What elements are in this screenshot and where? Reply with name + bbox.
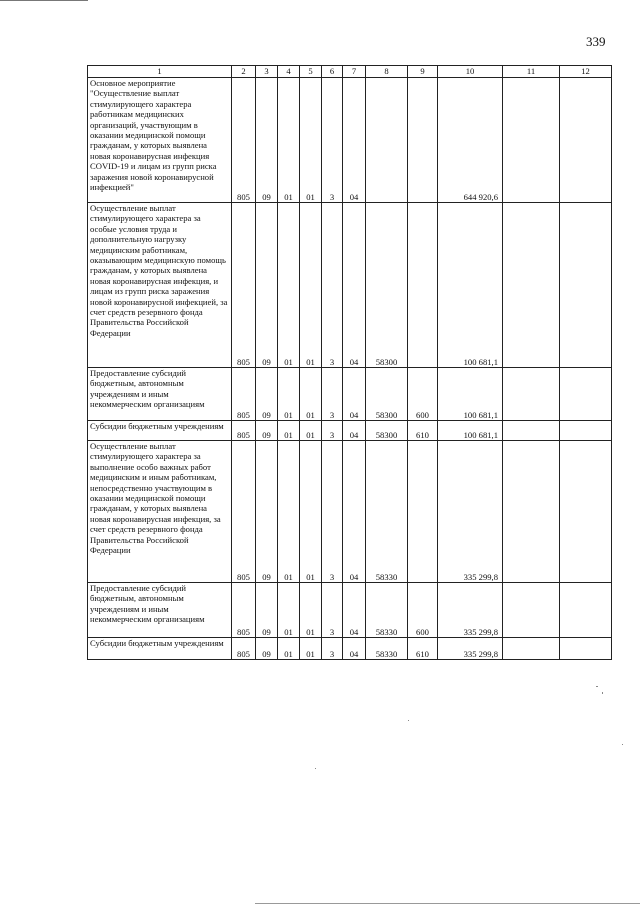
- row-name-cell: Осуществление выплат стимулирующего характера за выполнение особо важных работ медицинским и иным работникам, непосредственно участвующим в оказании медицинской помощи гражданам, у которых выявлена новая коронавирусная инфекция, за счет средств резервного фонда Правительства Российской Федерации: [88, 441, 232, 583]
- cell-col-9: [408, 441, 438, 583]
- cell-col-2: 805: [232, 203, 256, 368]
- cell-col-6: 3: [322, 441, 343, 583]
- table-row: [88, 441, 612, 583]
- cell-col-11: [503, 638, 560, 660]
- cell-col-3: 09: [256, 203, 278, 368]
- cell-col-2: 805: [232, 583, 256, 638]
- table-header-row: [88, 66, 612, 78]
- cell-col-11: [503, 368, 560, 421]
- cell-col-3: 09: [256, 368, 278, 421]
- cell-col-4: 01: [278, 583, 300, 638]
- cell-col-7: 04: [343, 638, 366, 660]
- cell-col-4: 01: [278, 441, 300, 583]
- column-header: 6: [322, 66, 343, 78]
- cell-col-10: 335 299,8: [438, 441, 503, 583]
- table-row: [88, 638, 612, 660]
- cell-col-9: 600: [408, 583, 438, 638]
- scan-speck: [408, 720, 409, 721]
- cell-col-10: 100 681,1: [438, 203, 503, 368]
- column-header: 8: [366, 66, 408, 78]
- cell-col-6: 3: [322, 421, 343, 441]
- cell-col-12: [560, 203, 612, 368]
- cell-col-2: 805: [232, 441, 256, 583]
- table-row: [88, 78, 612, 203]
- column-header: 5: [300, 66, 322, 78]
- cell-col-4: 01: [278, 78, 300, 203]
- cell-col-5: 01: [300, 441, 322, 583]
- budget-table: [87, 65, 612, 660]
- table-row: [88, 368, 612, 421]
- cell-col-8: 58300: [366, 368, 408, 421]
- row-name-cell: Осуществление выплат стимулирующего характера за особые условия труда и дополнительную нагрузку медицинским работникам, оказывающим медицинскую помощь гражданам, у которых выявлена новая коронавирусная инфекция, и лицам из групп риска заражения новой коронавирусной инфекцией, за счет средств резервного фонда Правительства Российской Федерации: [88, 203, 232, 368]
- cell-col-4: 01: [278, 421, 300, 441]
- cell-col-7: 04: [343, 421, 366, 441]
- cell-col-7: 04: [343, 203, 366, 368]
- column-header: 4: [278, 66, 300, 78]
- scan-speck: [315, 768, 316, 769]
- cell-col-7: 04: [343, 78, 366, 203]
- row-name-cell: Субсидии бюджетным учреждениям: [88, 638, 232, 660]
- cell-col-7: 04: [343, 583, 366, 638]
- cell-col-3: 09: [256, 441, 278, 583]
- cell-col-5: 01: [300, 368, 322, 421]
- cell-col-9: [408, 78, 438, 203]
- cell-col-12: [560, 441, 612, 583]
- column-header: 11: [503, 66, 560, 78]
- cell-col-2: 805: [232, 638, 256, 660]
- cell-col-11: [503, 78, 560, 203]
- cell-col-8: [366, 78, 408, 203]
- cell-col-12: [560, 583, 612, 638]
- cell-col-8: 58330: [366, 583, 408, 638]
- cell-col-10: 335 299,8: [438, 638, 503, 660]
- cell-col-3: 09: [256, 78, 278, 203]
- scan-speck: [622, 744, 623, 745]
- scan-edge-line: [255, 903, 640, 904]
- row-name-cell: Предоставление субсидий бюджетным, автономным учреждениям и иным некоммерческим организациям: [88, 368, 232, 421]
- cell-col-4: 01: [278, 368, 300, 421]
- cell-col-9: 610: [408, 638, 438, 660]
- column-header: 12: [560, 66, 612, 78]
- cell-col-8: 58330: [366, 441, 408, 583]
- cell-col-12: [560, 421, 612, 441]
- scan-speck: [602, 692, 603, 694]
- cell-col-11: [503, 583, 560, 638]
- cell-col-7: 04: [343, 368, 366, 421]
- cell-col-8: 58300: [366, 203, 408, 368]
- table-row: [88, 421, 612, 441]
- column-header: 2: [232, 66, 256, 78]
- cell-col-4: 01: [278, 638, 300, 660]
- column-header: 1: [88, 66, 232, 78]
- cell-col-11: [503, 203, 560, 368]
- cell-col-4: 01: [278, 203, 300, 368]
- cell-col-10: 100 681,1: [438, 421, 503, 441]
- cell-col-5: 01: [300, 421, 322, 441]
- cell-col-5: 01: [300, 583, 322, 638]
- cell-col-2: 805: [232, 421, 256, 441]
- cell-col-5: 01: [300, 203, 322, 368]
- column-header: 9: [408, 66, 438, 78]
- table-row: [88, 583, 612, 638]
- scan-speck: [596, 686, 598, 687]
- column-header: 7: [343, 66, 366, 78]
- cell-col-3: 09: [256, 421, 278, 441]
- row-name-cell: Основное мероприятие "Осуществление выплат стимулирующего характера работникам медицинских организаций, участвующим в оказании медицинской помощи гражданам, у которых выявлена новая коронавирусная инфекция COVID-19 и лицам из групп риска заражения новой коронавирусной инфекцией": [88, 78, 232, 203]
- cell-col-10: 644 920,6: [438, 78, 503, 203]
- page-number: 339: [586, 34, 606, 49]
- cell-col-10: 100 681,1: [438, 368, 503, 421]
- cell-col-6: 3: [322, 638, 343, 660]
- cell-col-6: 3: [322, 583, 343, 638]
- cell-col-6: 3: [322, 203, 343, 368]
- cell-col-3: 09: [256, 638, 278, 660]
- cell-col-11: [503, 441, 560, 583]
- cell-col-9: 610: [408, 421, 438, 441]
- row-name-cell: Субсидии бюджетным учреждениям: [88, 421, 232, 441]
- cell-col-12: [560, 78, 612, 203]
- cell-col-12: [560, 638, 612, 660]
- cell-col-5: 01: [300, 78, 322, 203]
- row-name-cell: Предоставление субсидий бюджетным, автономным учреждениям и иным некоммерческим организациям: [88, 583, 232, 638]
- cell-col-2: 805: [232, 368, 256, 421]
- table-row: [88, 203, 612, 368]
- cell-col-8: 58300: [366, 421, 408, 441]
- cell-col-2: 805: [232, 78, 256, 203]
- scan-edge-line: [0, 0, 88, 1]
- column-header: 10: [438, 66, 503, 78]
- cell-col-3: 09: [256, 583, 278, 638]
- cell-col-6: 3: [322, 78, 343, 203]
- cell-col-5: 01: [300, 638, 322, 660]
- cell-col-10: 335 299,8: [438, 583, 503, 638]
- cell-col-9: 600: [408, 368, 438, 421]
- cell-col-6: 3: [322, 368, 343, 421]
- cell-col-7: 04: [343, 441, 366, 583]
- cell-col-12: [560, 368, 612, 421]
- column-header: 3: [256, 66, 278, 78]
- cell-col-11: [503, 421, 560, 441]
- cell-col-8: 58330: [366, 638, 408, 660]
- cell-col-9: [408, 203, 438, 368]
